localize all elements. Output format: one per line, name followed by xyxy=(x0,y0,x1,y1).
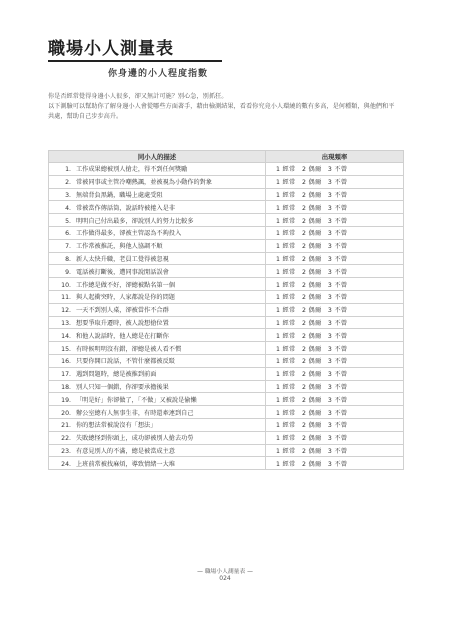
table-row xyxy=(49,278,404,291)
table-row xyxy=(49,175,404,188)
row-text: 「明是好」你卻做了，「不做」又被說是偷懶 xyxy=(76,396,197,404)
row-text: 與人起衝突時，人家都說是你的問題 xyxy=(76,294,175,302)
row-frequency-options: 1 經常 2 偶爾 3 不曾 xyxy=(266,354,404,367)
row-text: 常被當作傳話筒，說話時被捲入是非 xyxy=(76,204,175,212)
row-frequency-options: 1 經常 2 偶爾 3 不曾 xyxy=(266,329,404,342)
title-block xyxy=(48,40,174,58)
page-number: 024 xyxy=(219,575,231,582)
row-description xyxy=(49,163,266,176)
table-row xyxy=(49,163,404,176)
row-text: 上班前常被找麻煩，導致情緒一大堆 xyxy=(76,460,175,468)
row-description xyxy=(49,316,266,329)
row-frequency-options: 1 經常 2 偶爾 3 不曾 xyxy=(266,367,404,380)
table-row xyxy=(49,239,404,252)
measurement-table xyxy=(48,150,404,470)
row-frequency-options: 1 經常 2 偶爾 3 不曾 xyxy=(266,303,404,316)
row-description xyxy=(49,367,266,380)
row-number: 8. xyxy=(65,255,71,263)
row-text: 和他人說話時，他人總是在打斷你 xyxy=(76,332,169,340)
table-row xyxy=(49,265,404,278)
row-frequency-options: 1 經常 2 偶爾 3 不曾 xyxy=(266,265,404,278)
row-number: 21. xyxy=(61,422,71,430)
table-row xyxy=(49,201,404,214)
row-number: 10. xyxy=(61,281,71,289)
row-description xyxy=(49,265,266,278)
row-description xyxy=(49,201,266,214)
row-text: 新人太快升職，老員工覺得被忽視 xyxy=(76,255,169,263)
table-row xyxy=(49,290,404,303)
row-frequency-options: 1 經常 2 偶爾 3 不曾 xyxy=(266,342,404,355)
table-row xyxy=(49,418,404,431)
row-number: 20. xyxy=(61,409,71,417)
row-number: 18. xyxy=(61,383,71,391)
row-frequency-options: 1 經常 2 偶爾 3 不曾 xyxy=(266,406,404,419)
row-description xyxy=(49,406,266,419)
row-frequency-options: 1 經常 2 偶爾 3 不曾 xyxy=(266,163,404,176)
row-number: 11. xyxy=(61,294,71,302)
row-number: 12. xyxy=(61,307,71,315)
row-description xyxy=(49,342,266,355)
row-description xyxy=(49,431,266,444)
row-frequency-options: 1 經常 2 偶爾 3 不曾 xyxy=(266,214,404,227)
row-description xyxy=(49,354,266,367)
table-row xyxy=(49,393,404,406)
intro-text xyxy=(48,92,400,122)
table-row xyxy=(49,303,404,316)
row-description xyxy=(49,457,266,470)
row-text: 無端背負黑鍋，職場上處處受阻 xyxy=(76,191,163,199)
row-number: 22. xyxy=(61,435,71,443)
row-text: 你的想法常被說沒有「想法」 xyxy=(76,422,157,430)
row-frequency-options: 1 經常 2 偶爾 3 不曾 xyxy=(266,175,404,188)
table-row xyxy=(49,354,404,367)
row-description xyxy=(49,444,266,457)
row-text: 只要你開口說話，不管什麼都被反駁 xyxy=(76,358,175,366)
row-number: 24. xyxy=(61,460,71,468)
row-frequency-options: 1 經常 2 偶爾 3 不曾 xyxy=(266,252,404,265)
table-row xyxy=(49,329,404,342)
row-number: 19. xyxy=(61,396,71,404)
row-description xyxy=(49,418,266,431)
row-text: 有意見別人的不滿，總是被當成主意 xyxy=(76,447,175,455)
row-number: 16. xyxy=(61,358,71,366)
title-underline xyxy=(48,60,222,62)
row-description xyxy=(49,175,266,188)
table-row xyxy=(49,406,404,419)
table-row xyxy=(49,431,404,444)
row-description xyxy=(49,278,266,291)
row-description xyxy=(49,290,266,303)
row-frequency-options: 1 經常 2 偶爾 3 不曾 xyxy=(266,444,404,457)
row-number: 17. xyxy=(61,371,71,379)
page-title: 職場小人測量表 xyxy=(48,39,174,59)
row-text: 電話被打斷後，遭同事說閒話誤會 xyxy=(76,268,169,276)
row-frequency-options: 1 經常 2 偶爾 3 不曾 xyxy=(266,188,404,201)
table-row xyxy=(49,380,404,393)
row-number: 4. xyxy=(65,204,71,212)
table-row xyxy=(49,444,404,457)
table-row xyxy=(49,342,404,355)
row-frequency-options: 1 經常 2 偶爾 3 不曾 xyxy=(266,290,404,303)
row-frequency-options: 1 經常 2 偶爾 3 不曾 xyxy=(266,201,404,214)
footer-caption: — 職場小人測量表 — xyxy=(197,569,253,575)
table-header-row xyxy=(49,151,404,163)
row-frequency-options: 1 經常 2 偶爾 3 不曾 xyxy=(266,239,404,252)
row-number: 1. xyxy=(65,166,71,174)
row-number: 13. xyxy=(61,319,71,327)
header-description: 同小人的描述 xyxy=(49,151,266,163)
page-subtitle: 你身邊的小人程度指數 xyxy=(108,69,209,79)
row-description xyxy=(49,226,266,239)
row-number: 14. xyxy=(61,332,71,340)
row-number: 7. xyxy=(65,243,71,251)
table-row xyxy=(49,188,404,201)
row-text: 明明自己付出最多，卻說別人的努力比較多 xyxy=(76,217,194,225)
table-row xyxy=(49,367,404,380)
row-number: 15. xyxy=(61,345,71,353)
row-text: 常被同事或主管冷嘲熱諷，並被視為小動作的對象 xyxy=(76,179,213,187)
row-frequency-options: 1 經常 2 偶爾 3 不曾 xyxy=(266,278,404,291)
table-row xyxy=(49,226,404,239)
row-description xyxy=(49,239,266,252)
row-description xyxy=(49,380,266,393)
row-frequency-options: 1 經常 2 偶爾 3 不曾 xyxy=(266,226,404,239)
row-number: 6. xyxy=(65,230,71,238)
row-frequency-options: 1 經常 2 偶爾 3 不曾 xyxy=(266,380,404,393)
row-frequency-options: 1 經常 2 偶爾 3 不曾 xyxy=(266,316,404,329)
row-text: 失敗總怪到你頭上，成功卻被別人搶去功勞 xyxy=(76,435,194,443)
row-text: 工作做得最多，卻被主管認為不夠投入 xyxy=(76,230,182,238)
row-description xyxy=(49,252,266,265)
row-text: 工作總是做不好，卻總被點名第一個 xyxy=(76,281,175,289)
row-text: 有時候明明沒有錯，卻總是被人看不慣 xyxy=(76,345,182,353)
row-number: 9. xyxy=(65,268,71,276)
row-text: 別人只知一個錯，你卻要承擔後果 xyxy=(76,383,169,391)
row-description xyxy=(49,393,266,406)
row-description xyxy=(49,214,266,227)
row-description xyxy=(49,188,266,201)
row-text: 工作成果總被別人搶走，得不到任何獎勵 xyxy=(76,166,188,174)
table-row xyxy=(49,316,404,329)
row-text: 辦公室總有人無事生非，有時還牽連到自己 xyxy=(76,409,194,417)
intro-paragraph-1: 你是否經常覺得身邊小人很多，卻又無計可施？別心急，別抓狂。 xyxy=(48,93,228,100)
row-text: 一天不到別人桌，卻被當作不合群 xyxy=(76,307,169,315)
table-row xyxy=(49,214,404,227)
row-description xyxy=(49,329,266,342)
row-number: 5. xyxy=(65,217,71,225)
row-number: 3. xyxy=(65,191,71,199)
row-number: 23. xyxy=(61,447,71,455)
row-frequency-options: 1 經常 2 偶爾 3 不曾 xyxy=(266,431,404,444)
table-row xyxy=(49,457,404,470)
header-frequency: 出現頻率 xyxy=(266,151,404,163)
row-frequency-options: 1 經常 2 偶爾 3 不曾 xyxy=(266,457,404,470)
table-row xyxy=(49,252,404,265)
row-text: 遇到問題時，總是被推到前面 xyxy=(76,371,157,379)
row-text: 工作常被推託，與他人協調不順 xyxy=(76,243,163,251)
row-text: 想要爭取升遷時，被人說想搶位置 xyxy=(76,319,169,327)
row-number: 2. xyxy=(65,179,71,187)
row-frequency-options: 1 經常 2 偶爾 3 不曾 xyxy=(266,418,404,431)
row-frequency-options: 1 經常 2 偶爾 3 不曾 xyxy=(266,393,404,406)
intro-paragraph-2: 以下測驗可以幫助你了解身邊小人會從哪些方面著手，藉由檢測結果，看看你究竟小人環繞的數有多高，是何種類，與他們和平共處，幫助自己步步高升。 xyxy=(48,103,395,120)
row-description xyxy=(49,303,266,316)
